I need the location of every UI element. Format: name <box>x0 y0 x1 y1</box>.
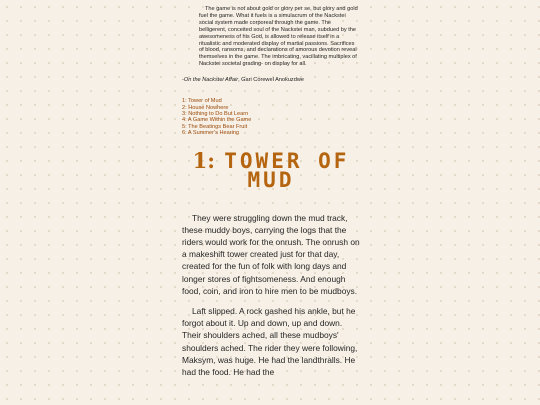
citation-title: On the Nackstei Affair <box>183 77 239 84</box>
epigraph-citation <box>182 77 360 84</box>
citation-author: , Gari Corewel Anokuzdwe <box>238 77 304 84</box>
body-paragraph-1: They were struggling down the mud track, these muddy boys, carrying the logs that the riders would work for the onrush. The onrush on a makeshift tower created just for that day, created for the fun of folk with long days and longer stores of fightsomeness. And enough food, coin, and iron to hire men to be mudboys. <box>182 212 360 296</box>
toc-link-chapter-1[interactable]: 1: Tower of Mud <box>182 98 222 105</box>
chapter-number: 1: <box>192 147 215 173</box>
toc-link-chapter-4[interactable]: 4: A Game Within the Game <box>182 117 252 124</box>
toc-link-chapter-5[interactable]: 5: The Beatings Bear Fruit <box>182 123 248 130</box>
toc-link-chapter-6[interactable]: 6: A Summer's Hearing <box>182 130 240 137</box>
chapter-title: TOWER OF MUD <box>224 148 350 192</box>
toc-link-chapter-2[interactable]: 2: House Nowhere <box>182 104 229 111</box>
table-of-contents <box>182 98 360 136</box>
citation-dash: - <box>182 77 184 84</box>
epigraph-text: The game is not about gold or glory per se, but glory and gold fuel the game. What it fuels is a simulacrum of the Nackstei social system made corporeal through the game. The belligerent, conceited soul of the Nackstei man, subdued by the awesomeness of his God, is allowed to release itself in a ritualistic and moderated display of martial passions. Sacrifices of blood, ransoms, and declarations of amorous devotion reveal themselves in the game. The imbricating, vacillating multiplex of Nackstei societal grading- on display for all. <box>199 6 358 68</box>
chapter-heading <box>182 147 360 192</box>
body-paragraph-2: Laft slipped. A rock gashed his ankle, but he forgot about it. Up and down, up and down. Their shoulders ached, all these mudboys' shoulders ached. The rider they were following, Maksym, was huge. He had the landthralls. He had the food. He had the <box>182 306 358 378</box>
toc-link-chapter-3[interactable]: 3: Nothing to Do But Learn <box>182 110 249 117</box>
document-page <box>182 6 360 378</box>
